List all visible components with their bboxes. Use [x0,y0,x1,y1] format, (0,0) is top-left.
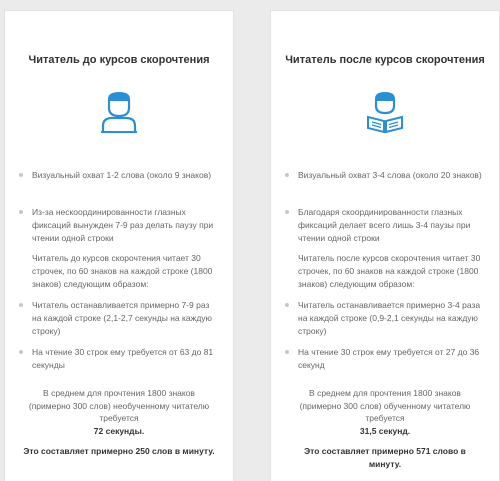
list-item: Визуальный охват 1-2 слова (около 9 знаков) [18,169,219,182]
summary [27,387,211,437]
summary-text: В среднем для прочтения 1800 знаков (примерно 300 слов) обученному читателю требуется [299,388,471,423]
summary-value: 72 секунды. [93,425,145,436]
paragraph: Читатель до курсов скорочтения читает 30 строчек, по 60 знаков на каждой строке (1800 знаков) следующим образом: [32,253,213,289]
list-item: Благодаря скоординированности глазных фиксаций делает всего лишь 3-4 паузы при чтении одной строки [284,206,485,245]
person-reading-book-icon [367,91,403,133]
conclusion: Это составляет примерно 571 слово в минуту. [304,446,466,469]
card-before-course [4,10,234,481]
conclusion: Это составляет примерно 250 слов в минуту. [23,446,215,456]
card-title: Читатель до курсов скорочтения [28,54,210,66]
card-title: Читатель после курсов скорочтения [285,54,485,66]
list-item: Читатель останавливается примерно 3-4 раза на каждой строке (0,9-2,1 секунды на каждую строку) [284,299,485,338]
reader-person-icon [101,91,137,133]
list-item: Читатель останавливается примерно 7-9 раз на каждой строке (2,1-2,7 секунды на каждую строку) [18,299,219,338]
card-after-course [270,10,500,481]
list-item: Из-за нескоординированности глазных фиксаций вынужден 7-9 раз делать паузу при чтении одной строки [18,206,219,245]
paragraph: Читатель после курсов скорочтения читает 30 строчек, по 60 знаков на каждой строке (1800 знаков) следующим образом: [298,253,481,289]
summary-value: 31,5 секунд. [359,425,411,436]
list-item: На чтение 30 строк ему требуется от 27 до 36 секунд [284,346,485,372]
summary [293,387,477,437]
summary-text: В среднем для прочтения 1800 знаков (примерно 300 слов) необученному читателю требуется [28,388,210,423]
list-item: Визуальный охват 3-4 слова (около 20 знаков) [284,169,485,182]
list-item: На чтение 30 строк ему требуется от 63 до 81 секунды [18,346,219,372]
